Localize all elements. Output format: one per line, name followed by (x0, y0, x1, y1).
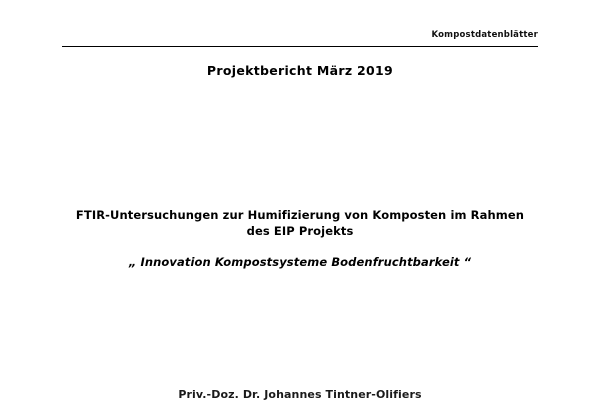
page-title-line-2: des EIP Projekts (246, 223, 354, 238)
header-divider (62, 46, 538, 47)
page-header (0, 0, 600, 47)
author-name: Priv.-Doz. Dr. Johannes Tintner-Olifiers (178, 388, 422, 401)
report-label: Projektbericht März 2019 (206, 63, 394, 78)
report-label-block (62, 63, 538, 78)
author-block (62, 388, 538, 401)
page-subtitle: „ Innovation Kompostsysteme Bodenfruchtbarkeit “ (128, 255, 472, 270)
page-title-line-1: FTIR-Untersuchungen zur Humifizierung von Komposten im Rahmen (75, 208, 525, 222)
main-title-block (62, 208, 538, 269)
running-head: Kompostdatenblätter (431, 30, 538, 40)
